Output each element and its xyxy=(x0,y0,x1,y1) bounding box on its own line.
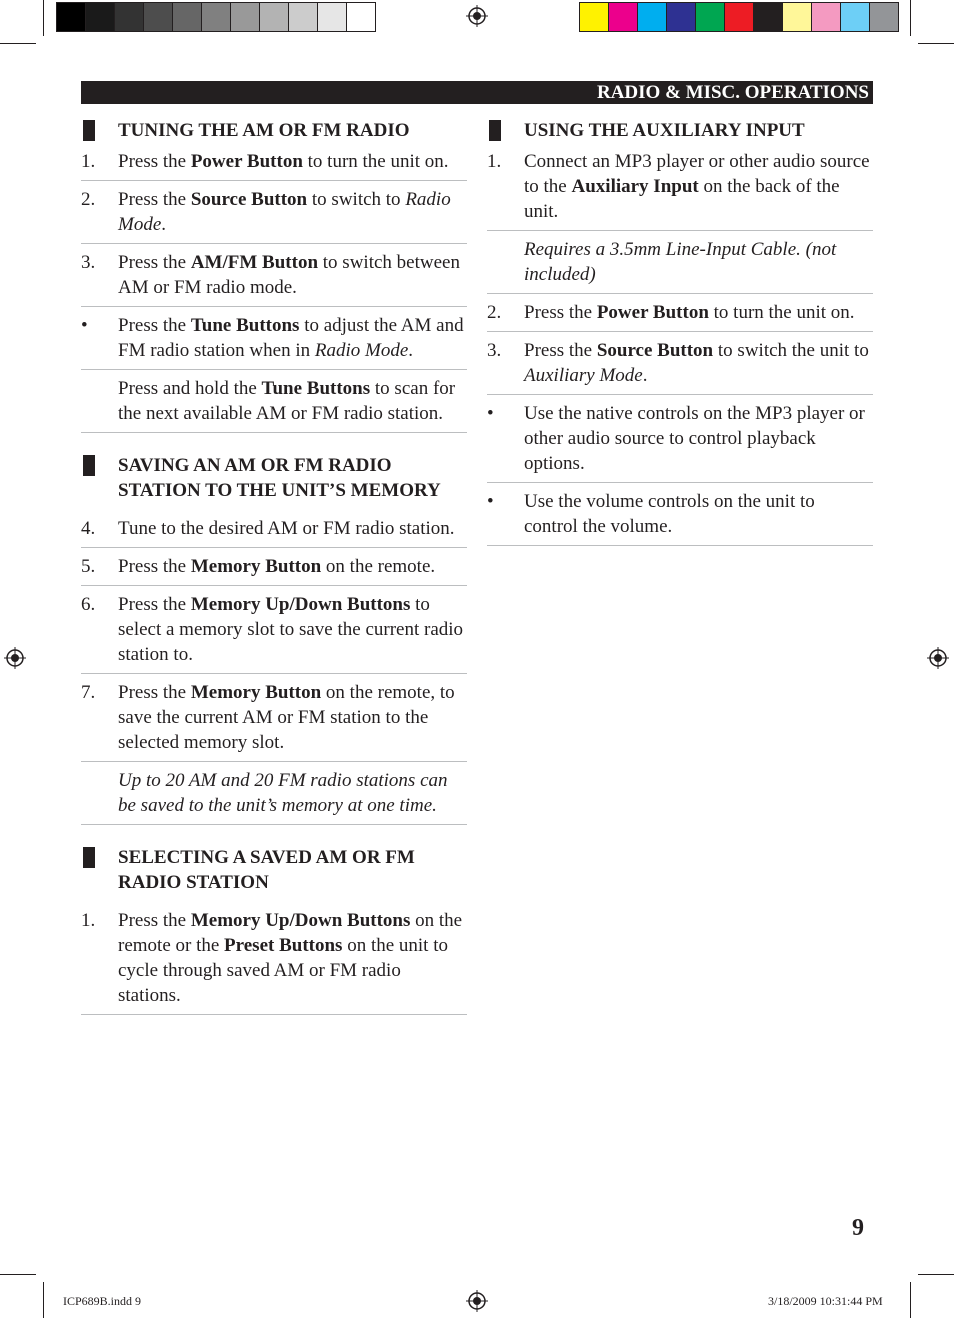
color-swatch xyxy=(725,3,754,31)
color-swatch xyxy=(115,3,144,31)
page-number: 9 xyxy=(852,1215,864,1241)
crop-mark xyxy=(0,1274,36,1275)
list-item: • Use the volume controls on the unit to control the volume. xyxy=(487,483,873,546)
slug-filename: ICP689B.indd 9 xyxy=(63,1294,142,1308)
list-item: 5. Press the Memory Button on the remote. xyxy=(81,548,467,586)
note-item: Requires a 3.5mm Line-Input Cable. (not included) xyxy=(487,231,873,294)
heading-marker xyxy=(83,847,95,868)
crop-mark xyxy=(43,0,44,36)
list-item: 1. Press the Power Button to turn the unit on. xyxy=(81,149,467,181)
registration-mark-icon xyxy=(466,1290,488,1312)
color-swatch xyxy=(289,3,318,31)
list-item: 4. Tune to the desired AM or FM radio station. xyxy=(81,516,467,548)
list-item: 1. Press the Memory Up/Down Buttons on the remote or the Preset Buttons on the unit to cycle through saved AM or FM radio stations. xyxy=(81,908,467,1015)
right-column xyxy=(487,118,873,546)
color-swatch xyxy=(86,3,115,31)
color-swatch xyxy=(173,3,202,31)
registration-mark-icon xyxy=(466,5,488,27)
section-header-bar: RADIO & MISC. OPERATIONS xyxy=(81,81,873,104)
process-color-bar xyxy=(579,2,899,32)
color-swatch xyxy=(580,3,609,31)
color-swatch xyxy=(841,3,870,31)
section-heading: TUNING THE AM OR FM RADIO xyxy=(81,118,467,143)
color-swatch xyxy=(202,3,231,31)
color-swatch xyxy=(754,3,783,31)
list-item: • Use the native controls on the MP3 player or other audio source to control playback options. xyxy=(487,395,873,483)
list-item: 1. Connect an MP3 player or other audio source to the Auxiliary Input on the back of the unit. xyxy=(487,149,873,231)
slug-timestamp: 3/18/2009 10:31:44 PM xyxy=(768,1294,883,1308)
color-swatch xyxy=(870,3,898,31)
crop-mark xyxy=(918,1274,954,1275)
section-heading: SELECTING A SAVED AM OR FM RADIO STATION xyxy=(81,845,467,895)
color-swatch xyxy=(783,3,812,31)
crop-mark xyxy=(0,43,36,44)
section-heading: SAVING AN AM OR FM RADIO STATION TO THE UNIT’S MEMORY xyxy=(81,453,467,503)
color-swatch xyxy=(638,3,667,31)
list-item: • Press the Tune Buttons to adjust the AM and FM radio station when in Radio Mode. xyxy=(81,307,467,370)
color-swatch xyxy=(812,3,841,31)
note-item: Up to 20 AM and 20 FM radio stations can be saved to the unit’s memory at one time. xyxy=(81,762,467,825)
heading-marker xyxy=(83,120,95,141)
list-item: 2. Press the Source Button to switch to Radio Mode. xyxy=(81,181,467,244)
heading-marker xyxy=(83,455,95,476)
list-item: 6. Press the Memory Up/Down Buttons to select a memory slot to save the current radio station to. xyxy=(81,586,467,674)
color-swatch xyxy=(667,3,696,31)
color-swatch xyxy=(231,3,260,31)
crop-mark xyxy=(910,0,911,36)
list-item: 7. Press the Memory Button on the remote, to save the current AM or FM station to the selected memory slot. xyxy=(81,674,467,762)
crop-mark xyxy=(918,43,954,44)
color-swatch xyxy=(347,3,375,31)
registration-mark-icon xyxy=(4,647,26,669)
list-item: 2. Press the Power Button to turn the unit on. xyxy=(487,294,873,332)
registration-mark-icon xyxy=(927,647,949,669)
left-column xyxy=(81,118,467,1015)
list-item: 3. Press the Source Button to switch the unit to Auxiliary Mode. xyxy=(487,332,873,395)
color-swatch xyxy=(144,3,173,31)
section-heading: USING THE AUXILIARY INPUT xyxy=(487,118,873,143)
crop-mark xyxy=(910,1282,911,1318)
color-swatch xyxy=(57,3,86,31)
color-swatch xyxy=(260,3,289,31)
color-swatch xyxy=(609,3,638,31)
list-item: 3. Press the AM/FM Button to switch between AM or FM radio mode. xyxy=(81,244,467,307)
heading-marker xyxy=(489,120,501,141)
list-item: Press and hold the Tune Buttons to scan for the next available AM or FM radio station. xyxy=(81,370,467,433)
crop-mark xyxy=(43,1282,44,1318)
color-swatch xyxy=(696,3,725,31)
grayscale-color-bar xyxy=(56,2,376,32)
color-swatch xyxy=(318,3,347,31)
